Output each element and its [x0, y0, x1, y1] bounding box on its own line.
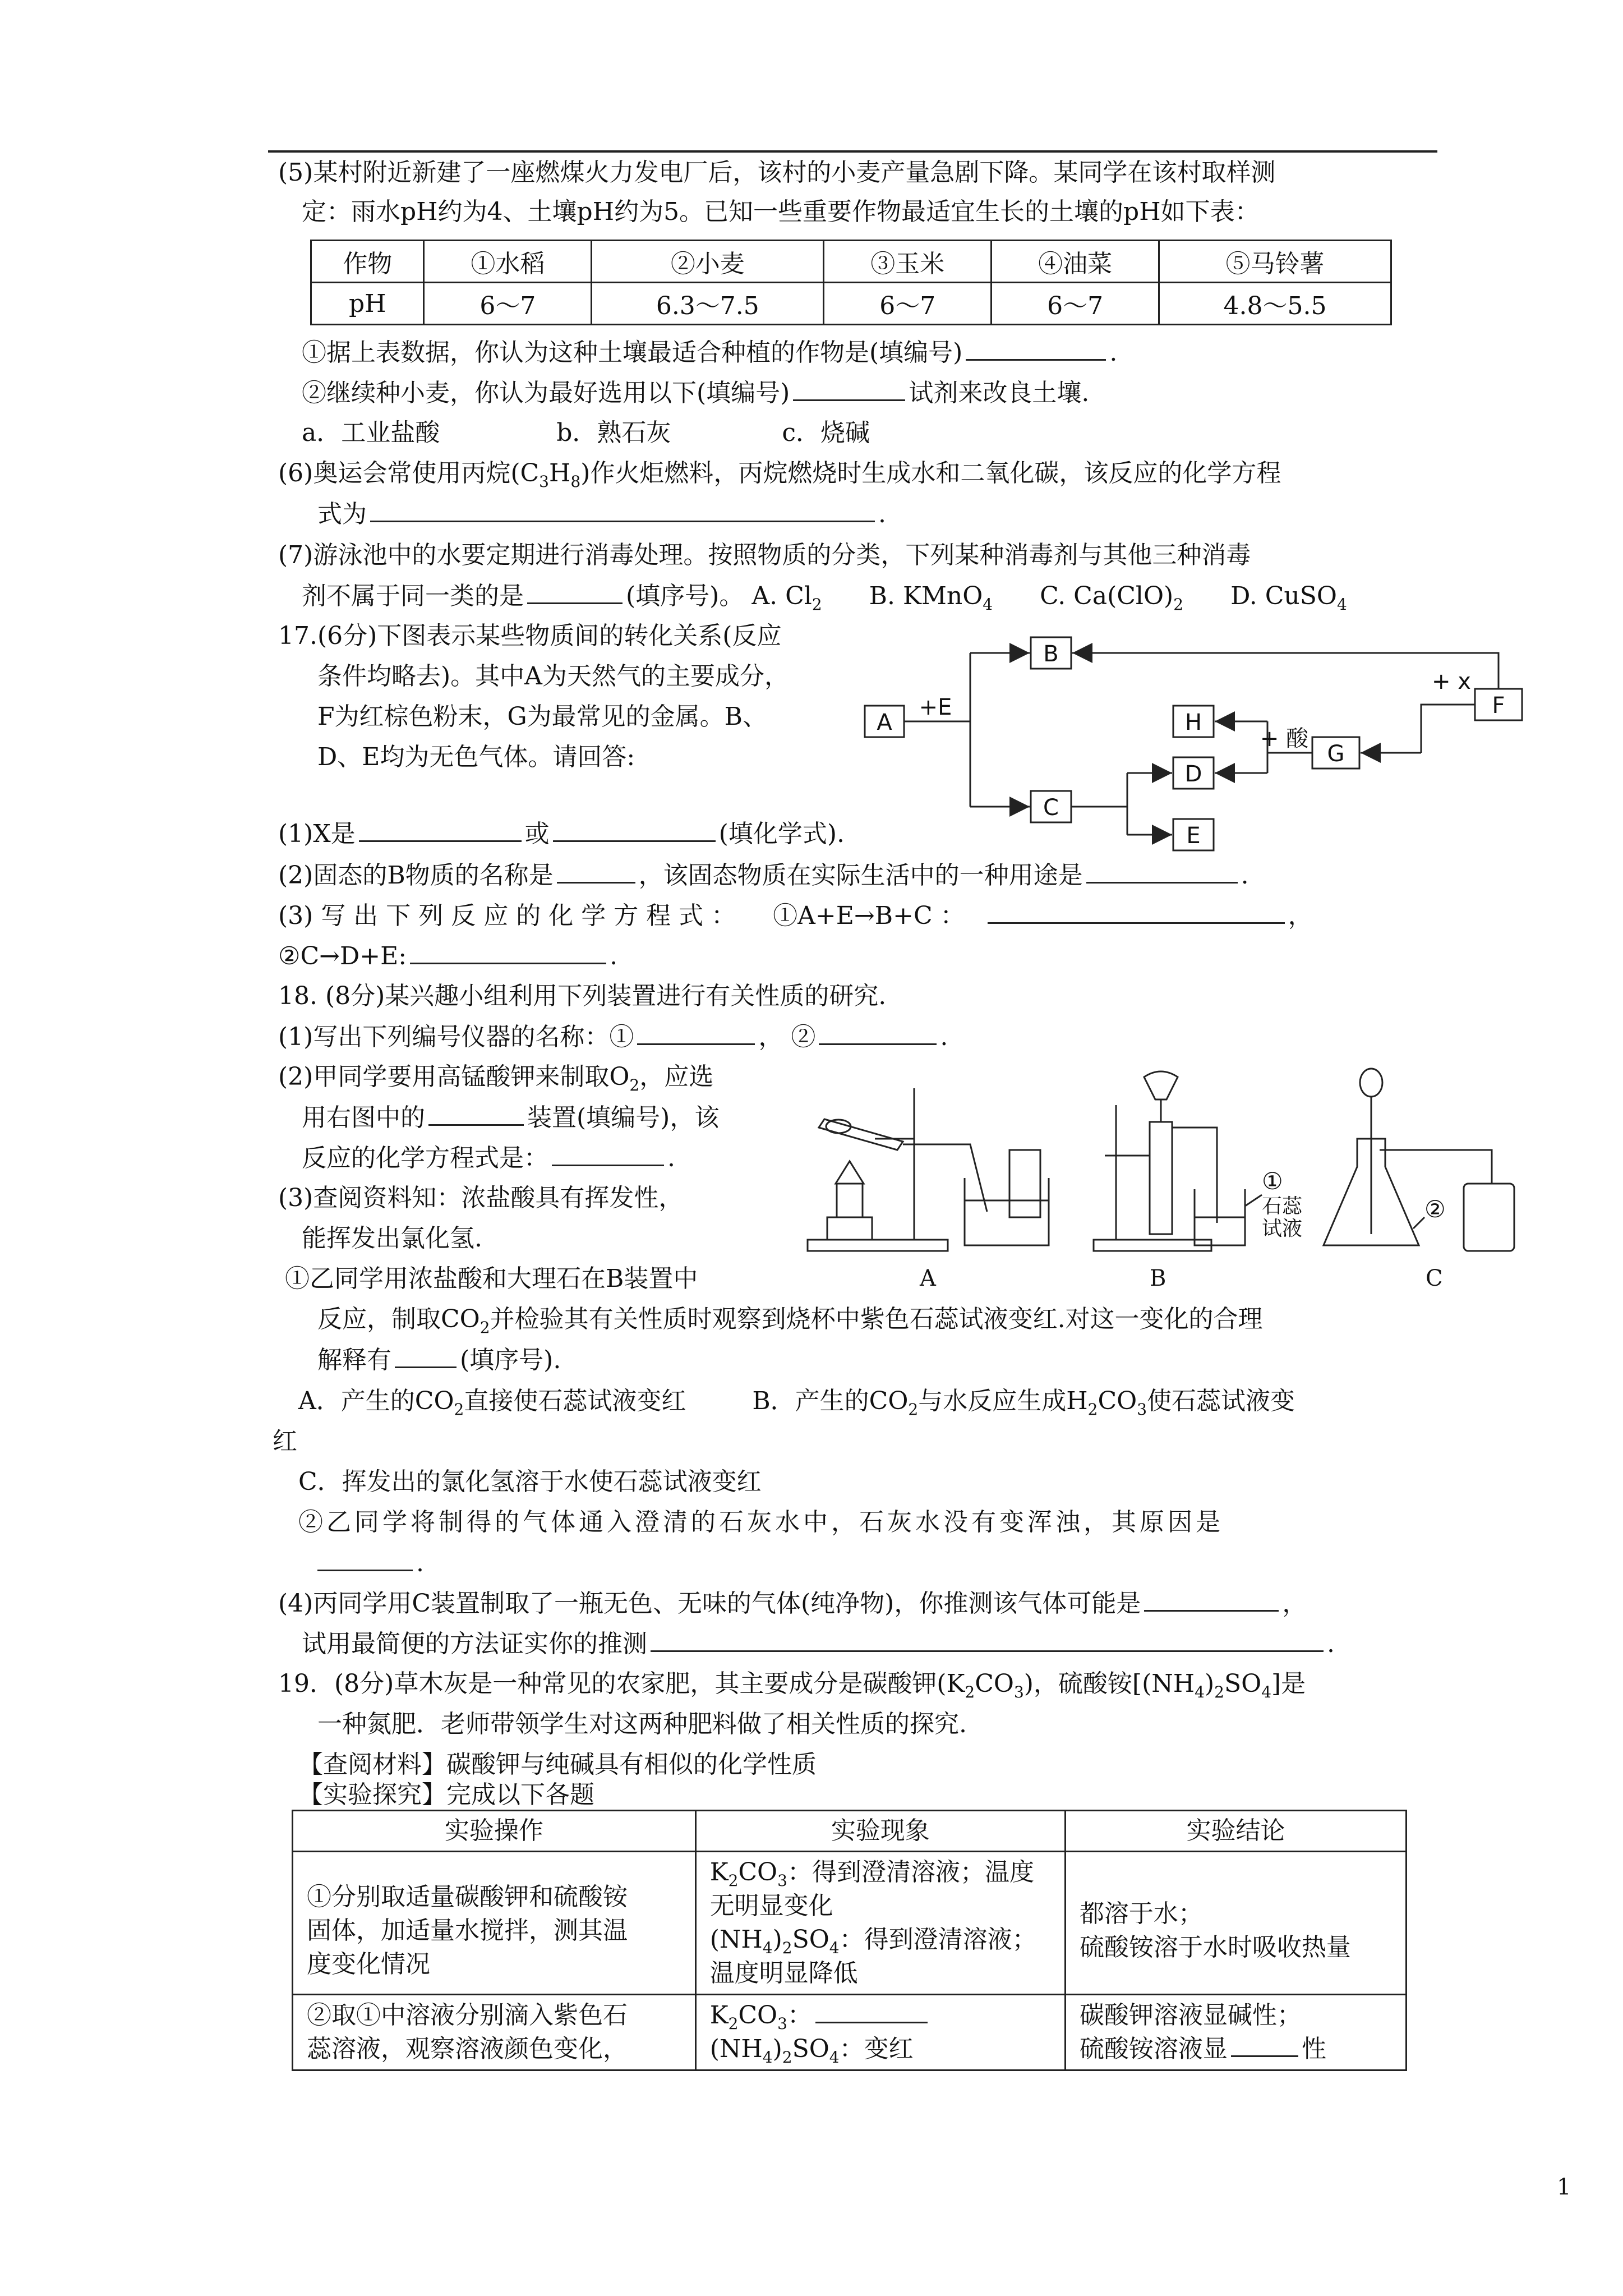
q18-q2-line3: 反应的化学方程式是： .: [302, 1142, 675, 1174]
answer-blank[interactable]: [395, 1344, 457, 1368]
answer-blank[interactable]: [966, 337, 1106, 361]
q18-q3-line5: 解释有 (填序号).: [317, 1344, 561, 1376]
crop-ph-table: [310, 240, 1392, 325]
q17-line4: D、E均为无色气体。请回答:: [317, 743, 635, 771]
q17-line2: 条件均略去)。其中A为天然气的主要成分，: [317, 662, 789, 691]
q18-option-c: C．挥发出的氯化氢溶于水使石蕊试液变红: [298, 1467, 762, 1496]
edge-f-down: [1421, 705, 1475, 753]
table-cell: 6～7: [824, 283, 992, 325]
table-row: [311, 241, 1391, 283]
q16-p5-q1: ①据上表数据，你认为这种土壤最适合种植的作物是(填编号) .: [302, 337, 1117, 369]
leader-line-2: [1413, 1217, 1424, 1228]
q17-line3: F为红棕色粉末，G为最常见的金属。B、: [317, 702, 768, 731]
answer-blank[interactable]: [557, 859, 635, 884]
node-g-label: G: [1327, 741, 1345, 767]
q18-q3-line3: ①乙同学用浓盐酸和大理石在B装置中: [285, 1264, 698, 1293]
q18-q2-line2: 用右图中的 装置(填编号)，该: [302, 1102, 719, 1134]
answer-blank[interactable]: [651, 1628, 1324, 1652]
alcohol-lamp-a: [837, 1184, 863, 1217]
label-apparatus-a: A: [920, 1266, 936, 1290]
table-cell: 6～7: [424, 283, 592, 325]
reaction-tube-b: [1150, 1122, 1172, 1234]
q17-q3: (3) 写 出 下 列 反 应 的 化 学 方 程 式 ： ①A+E→B+C ： ，: [278, 900, 1313, 932]
answer-blank[interactable]: [370, 498, 875, 522]
table-header-cell: 实验结论: [1065, 1811, 1406, 1852]
table-header-cell: 实验操作: [293, 1811, 696, 1852]
separatory-funnel-b: [1144, 1071, 1178, 1099]
q16-p7-line1: (7)游泳池中的水要定期进行消毒处理。按照物质的分类，下列某种消毒剂与其他三种消毒: [278, 541, 1251, 569]
answer-blank[interactable]: [553, 818, 716, 842]
answer-blank[interactable]: [317, 1547, 413, 1571]
answer-blank[interactable]: [359, 818, 522, 842]
table-header-cell: ②小麦: [592, 241, 824, 283]
test-tube-a: [819, 1119, 903, 1150]
answer-blank[interactable]: [527, 580, 623, 604]
node-f-label: F: [1492, 693, 1505, 719]
q17-q1: (1)X是 或 (填化学式).: [278, 818, 845, 850]
q18-options-ab: A．产生的$CO_2$直接使石蕊试液变红 B．产生的$CO_2$与水反应生成$H_2CO_3$使石蕊试液变: [298, 1387, 1295, 1419]
node-b-label: B: [1043, 641, 1059, 667]
q18-q3-line4: 反应，制取$CO_2$并检验其有关性质时观察到烧杯中紫色石蕊试液变红.对这一变化的合理: [317, 1305, 1263, 1337]
node-d-label: D: [1184, 761, 1202, 787]
page-number: 1: [1557, 2174, 1571, 2200]
q16-p5-line1: (5)某村附近新建了一座燃煤火力发电厂后，该村的小麦产量急剧下降。某同学在该村取样测: [278, 158, 1276, 187]
gas-jar-a: [1009, 1150, 1040, 1217]
q19-line3: 【查阅材料】碳酸钾与纯碱具有相似的化学性质: [298, 1750, 817, 1779]
table-row: [311, 283, 1391, 325]
stand-base-a: [808, 1240, 948, 1251]
label-litmus-1: 石蕊: [1262, 1195, 1303, 1218]
table-cell: $K_2CO_3$：得到澄清溶液；温度 无明显变化 $(NH_4)_2SO_4$：得到澄清溶液； 温度明显降低: [695, 1852, 1065, 1995]
q18-q3f-blank: .: [317, 1547, 424, 1579]
label-circle-1: ①: [1262, 1167, 1283, 1195]
edge-label-plus-acid: + 酸: [1260, 726, 1309, 752]
header-rule: [268, 150, 1437, 153]
table-cell: 4.8～5.5: [1159, 283, 1391, 325]
answer-blank[interactable]: [1231, 2033, 1298, 2057]
q18-q3-line2: 能挥发出氯化氢.: [302, 1224, 482, 1253]
table-header-cell: ①水稻: [424, 241, 592, 283]
gas-bottle-c: [1464, 1184, 1514, 1251]
q19-line1: 19．(8分)草木灰是一种常见的农家肥，其主要成分是碳酸钾$(K_2CO_3)$，硫酸铵$[(NH_4)_2SO_4]$是: [278, 1669, 1306, 1701]
conversion-flow-diagram: [864, 627, 1525, 863]
answer-blank[interactable]: [410, 940, 606, 964]
flame-a: [836, 1161, 864, 1184]
q18-line1: 18. (8分)某兴趣小组利用下列装置进行有关性质的研究.: [278, 982, 887, 1010]
table-cell: ②取①中溶液分别滴入紫色石 蕊溶液，观察溶液颜色变化，: [293, 1995, 696, 2070]
answer-blank[interactable]: [819, 1021, 937, 1045]
answer-blank[interactable]: [793, 377, 905, 401]
q16-p5-q2: ②继续种小麦，你认为最好选用以下(填编号) 试剂来改良土壤.: [302, 377, 1089, 409]
label-circle-2: ②: [1424, 1195, 1446, 1223]
q16-p5-line2: 定：雨水pH约为4、土壤pH约为5。已知一些重要作物最适宜生长的土壤的pH如下表：: [302, 197, 1260, 226]
answer-blank[interactable]: [815, 1999, 928, 2023]
q17-line1: 17.(6分)下图表示某些物质间的转化关系(反应: [278, 622, 782, 650]
node-c-label: C: [1043, 795, 1059, 821]
answer-blank[interactable]: [637, 1021, 755, 1045]
table-row: [293, 1811, 1407, 1852]
table-row: [293, 1995, 1407, 2070]
table-header-cell: ④油菜: [992, 241, 1159, 283]
table-cell: pH: [311, 283, 424, 325]
answer-blank[interactable]: [428, 1102, 524, 1126]
label-litmus-2: 试液: [1262, 1217, 1303, 1240]
table-cell: 碳酸钾溶液显碱性； 硫酸铵溶液显 性: [1065, 1995, 1406, 2070]
answer-blank[interactable]: [552, 1142, 664, 1166]
edge-label-plus-x: + x: [1432, 669, 1471, 694]
q17-q2: (2)固态的B物质的名称是 ，该固态物质在实际生活中的一种用途是 .: [278, 859, 1249, 891]
q18-q1: (1)写出下列编号仪器的名称：① ， ② .: [278, 1021, 948, 1053]
q18-q4-line2: 试用最简便的方法证实你的推测 .: [302, 1628, 1335, 1660]
q18-q3f: ②乙同学将制得的气体通入澄清的石灰水中，石灰水没有变浑浊，其原因是: [298, 1508, 1224, 1536]
delivery-tube-a: [903, 1144, 987, 1212]
leader-line-1: [1245, 1195, 1262, 1206]
q18-q2-line1: (2)甲同学要用高锰酸钾来制取$O_2$，应选: [278, 1062, 714, 1094]
table-header-cell: ③玉米: [824, 241, 992, 283]
edge-label-plus-e: +E: [919, 694, 952, 720]
table-cell: ①分别取适量碳酸钾和硫酸铵 固体，加适量水搅拌，测其温 度变化情况: [293, 1852, 696, 1995]
q19-line4: 【实验探究】完成以下各题: [298, 1780, 594, 1809]
water-trough-a: [965, 1178, 1049, 1245]
q18-q3-line1: (3)查阅资料知：浓盐酸具有挥发性，: [278, 1184, 684, 1212]
q17-q3b: ②C→D+E: .: [278, 940, 617, 972]
node-h-label: H: [1184, 710, 1202, 735]
table-cell: 6.3～7.5: [592, 283, 824, 325]
table-row: [293, 1852, 1407, 1995]
answer-blank[interactable]: [988, 900, 1285, 924]
q16-p6-line1: (6)奥运会常使用丙烷$(C_3H_8)$作火炬燃料，丙烷燃烧时生成水和二氧化碳，该反应的化学方程: [278, 459, 1281, 491]
q16-p6-line2: 式为 .: [317, 498, 886, 530]
funnel-bulb-c: [1360, 1069, 1382, 1097]
table-header-cell: ⑤马铃薯: [1159, 241, 1391, 283]
table-header-cell: 实验现象: [695, 1811, 1065, 1852]
table-header-cell: 作物: [311, 241, 424, 283]
lab-apparatus-figure: [802, 1066, 1520, 1290]
delivery-tube-c: [1380, 1150, 1492, 1184]
table-cell: 都溶于水； 硫酸铵溶于水时吸收热量: [1065, 1852, 1406, 1995]
q18-option-b-wrap: 红: [273, 1427, 297, 1456]
node-a-label: A: [877, 710, 892, 735]
q16-p7-line2: 剂不属于同一类的是 (填序号)。 A. $Cl_2$ B. KMnO$_4$ C. $Ca(ClO)_2$ D. CuSO$_4$: [302, 580, 1347, 612]
label-apparatus-b: B: [1150, 1266, 1166, 1290]
node-e-label: E: [1186, 823, 1201, 849]
q18-q4-line1: (4)丙同学用C装置制取了一瓶无色、无味的气体(纯净物)，你推测该气体可能是 ，: [278, 1588, 1307, 1619]
label-apparatus-c: C: [1426, 1266, 1443, 1290]
experiment-table: [292, 1810, 1407, 2071]
lamp-block-a: [827, 1217, 872, 1240]
table-cell: $K_2CO_3$： $(NH_4)_2SO_4$：变红: [695, 1995, 1065, 2070]
answer-blank[interactable]: [1144, 1588, 1279, 1612]
table-cell: 6～7: [992, 283, 1159, 325]
answer-blank[interactable]: [1086, 859, 1238, 884]
q16-p5-options: a．工业盐酸 b．熟石灰 c．烧碱: [302, 418, 870, 447]
q19-line2: 一种氮肥．老师带领学生对这两种肥料做了相关性质的探究.: [317, 1710, 967, 1738]
